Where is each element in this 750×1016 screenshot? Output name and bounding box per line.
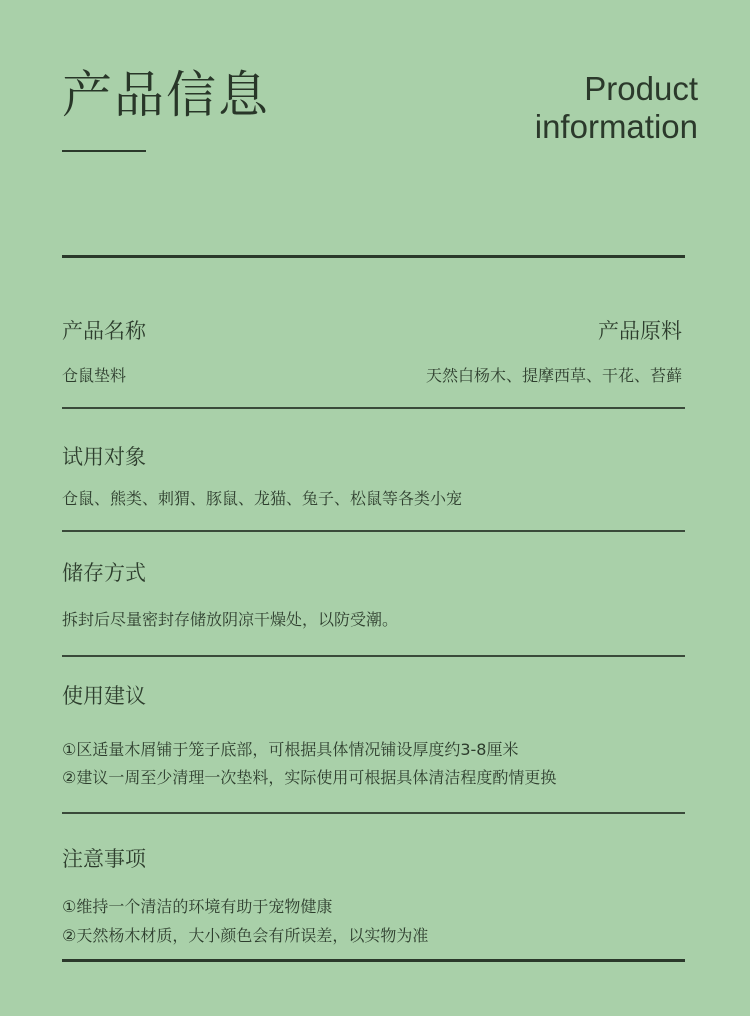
usage-line-1: ①区适量木屑铺于笼子底部，可根据具体情况铺设厚度约3-8厘米: [62, 740, 519, 759]
product-name-heading: 产品名称: [62, 319, 146, 343]
title-underline: [62, 150, 146, 152]
product-material-value: 天然白杨木、提摩西草、干花、苔藓: [425, 366, 682, 385]
product-material-heading: 产品原料: [598, 319, 682, 343]
bottom-divider: [62, 959, 685, 962]
target-heading: 试用对象: [62, 445, 146, 469]
title-en-line2: information: [534, 108, 698, 145]
page-title-cn: 产品信息: [62, 66, 270, 124]
page-title-en: [535, 70, 698, 146]
notes-line-2: ②天然杨木材质，大小颜色会有所误差，以实物为准: [62, 926, 429, 945]
storage-heading: 储存方式: [62, 561, 146, 585]
divider-1: [62, 407, 685, 409]
target-value: 仓鼠、熊类、刺猬、豚鼠、龙猫、兔子、松鼠等各类小宠: [62, 489, 463, 508]
divider-4: [62, 812, 685, 814]
storage-value: 拆封后尽量密封存储放阴凉干燥处，以防受潮。: [62, 610, 399, 629]
top-divider: [62, 255, 685, 258]
usage-line-2: ②建议一周至少清理一次垫料，实际使用可根据具体清洁程度酌情更换: [62, 768, 557, 787]
divider-3: [62, 655, 685, 657]
title-en-line1: Product: [584, 70, 698, 107]
notes-heading: 注意事项: [62, 847, 146, 871]
notes-line-1: ①维持一个清洁的环境有助于宠物健康: [62, 897, 333, 916]
product-name-value: 仓鼠垫料: [62, 366, 127, 385]
divider-2: [62, 530, 685, 532]
usage-heading: 使用建议: [62, 684, 146, 708]
